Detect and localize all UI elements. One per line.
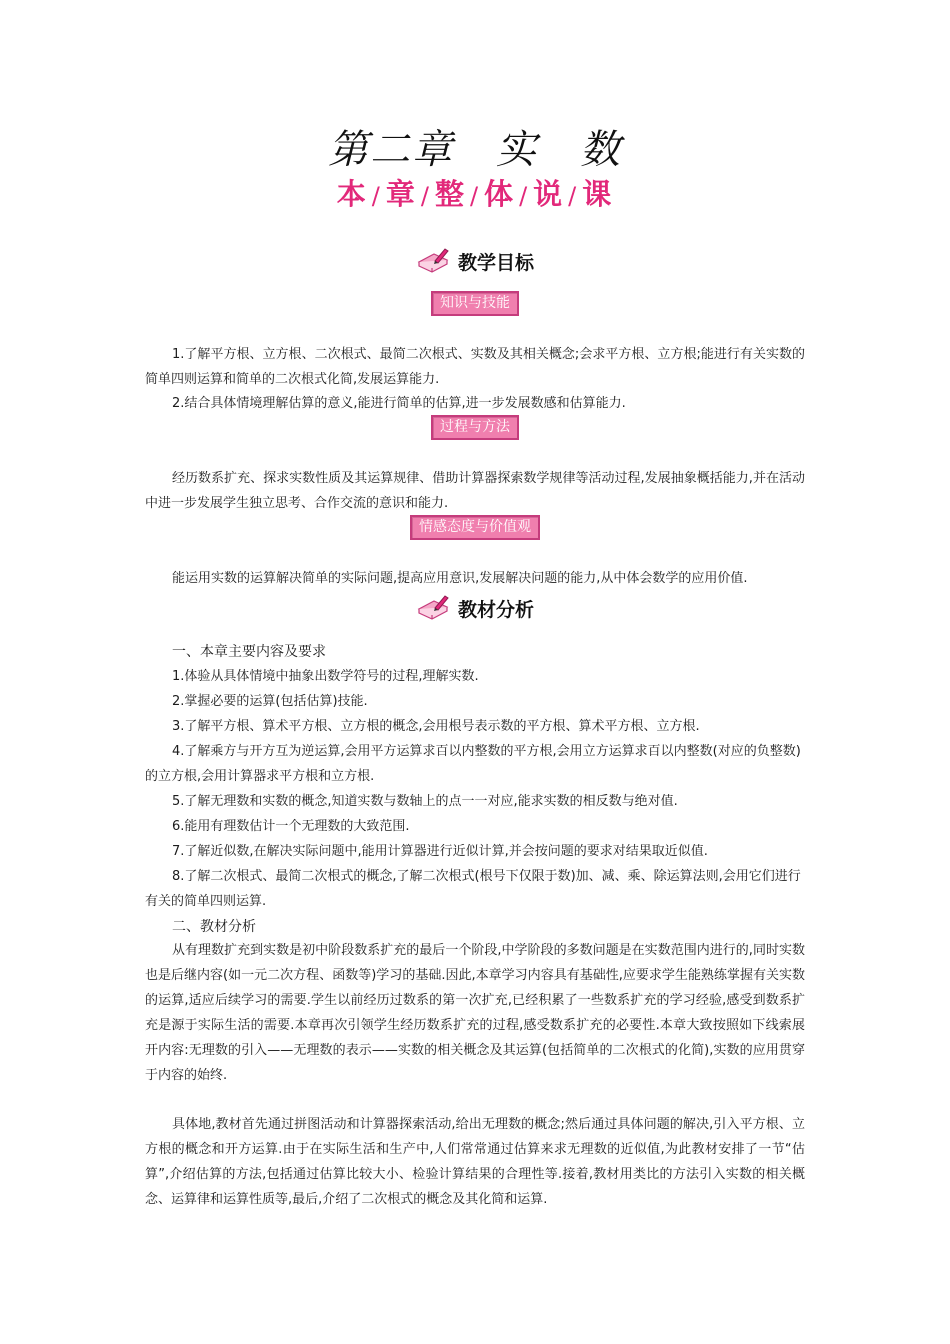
knowledge-item: 1.了解平方根、立方根、二次根式、最简二次根式、实数及其相关概念;会求平方根、立方根;能进行有关实数的简单四则运算和简单的二次根式化简,发展运算能力. [145,347,805,387]
subtitle-char: 章 [385,177,417,211]
subtitle-separator: / [420,182,431,210]
subtitle-separator: / [568,182,579,210]
section-title: 教学目标 [457,251,534,274]
subtitle-separator: / [469,182,481,210]
subtitle-char: 本 [336,177,368,211]
section-title: 教材分析 [457,598,534,621]
requirement-item: 8.了解二次根式、最简二次根式的概念,了解二次根式(根号下仅限于数)加、减、乘、除运算法则,会用它们进行有关的简单四则运算. [145,869,801,909]
chapter-title: 第二章 实 数 [328,127,622,173]
analysis-paragraph: 具体地,教材首先通过拼图活动和计算器探索活动,给出无理数的概念;然后通过具体问题的解决,引入平方根、立方根的概念和开方运算.由于在实际生活和生产中,人们常常通过估算来求无理数的近似值,为此教材安排了一节“估算”,介绍估算的方法,包括通过估算比较大小、检验计算结果的合理性等.接着,教材用类比的方法引入实数的相关概念、运算律和运算性质等,最后,介绍了二次根式的概念及其化简和运算. [145,1117,805,1207]
requirement-item: 7.了解近似数,在解决实际问题中,能用计算器进行近似计算,并会按问题的要求对结果取近似值. [172,844,708,859]
section-heading-teaching-goals [0,246,950,276]
tag-process-method: 过程与方法 [431,415,519,440]
emotion-text: 能运用实数的运算解决简单的实际问题,提高应用意识,发展解决问题的能力,从中体会数学的应用价值. [172,571,748,586]
analysis-paragraph: 从有理数扩充到实数是初中阶段数系扩充的最后一个阶段,中学阶段的多数问题是在实数范围内进行的,同时实数也是后继内容(如一元二次方程、函数等)学习的基础.因此,本章学习内容具有基础性,应要求学生能熟练掌握有关实数的运算,适应后续学习的需要.学生以前经历过数系的第一次扩充,已经积累了一些数系扩充的学习经验,感受到数系扩充是源于实际生活的需要.本章再次引领学生经历数系扩充的过程,感受数系扩充的必要性.本章大致按照如下线索展开内容:无理数的引入——无理数的表示——实数的相关概念及其运算(包括简单的二次根式的化简),实数的应用贯穿于内容的始终. [145,943,805,1083]
chapter-subtitle [0,172,950,213]
subsection-heading: 二、教材分析 [172,919,256,935]
requirement-item: 4.了解乘方与开方互为逆运算,会用平方运算求百以内整数的平方根,会用立方运算求百以内整数(对应的负整数)的立方根,会用计算器求平方根和立方根. [145,744,801,784]
requirement-item: 5.了解无理数和实数的概念,知道实数与数轴上的点一一对应,能求实数的相反数与绝对值. [172,794,678,809]
subtitle-char: 整 [434,177,466,211]
subtitle-char: 课 [582,177,614,211]
subsection-heading: 一、本章主要内容及要求 [172,644,326,660]
requirement-item: 6.能用有理数估计一个无理数的大致范围. [172,819,410,834]
subtitle-char: 说 [533,177,565,211]
requirement-item: 2.掌握必要的运算(包括估算)技能. [172,694,368,709]
subtitle-char: 体 [484,177,516,211]
tag-knowledge-skills: 知识与技能 [431,291,519,316]
subtitle-separator: / [519,182,530,210]
knowledge-item: 2.结合具体情境理解估算的意义,能进行简单的估算,进一步发展数感和估算能力. [172,396,626,411]
requirement-item: 1.体验从具体情境中抽象出数学符号的过程,理解实数. [172,669,479,684]
subtitle-separator: / [371,182,382,210]
section-heading-material-analysis [0,593,950,623]
book-pen-icon [416,593,450,623]
tag-emotion-values: 情感态度与价值观 [410,515,540,540]
requirement-item: 3.了解平方根、算术平方根、立方根的概念,会用根号表示数的平方根、算术平方根、立方根. [172,719,700,734]
book-pen-icon [416,246,450,276]
process-text: 经历数系扩充、探求实数性质及其运算规律、借助计算器探索数学规律等活动过程,发展抽象概括能力,并在活动中进一步发展学生独立思考、合作交流的意识和能力. [145,471,805,511]
